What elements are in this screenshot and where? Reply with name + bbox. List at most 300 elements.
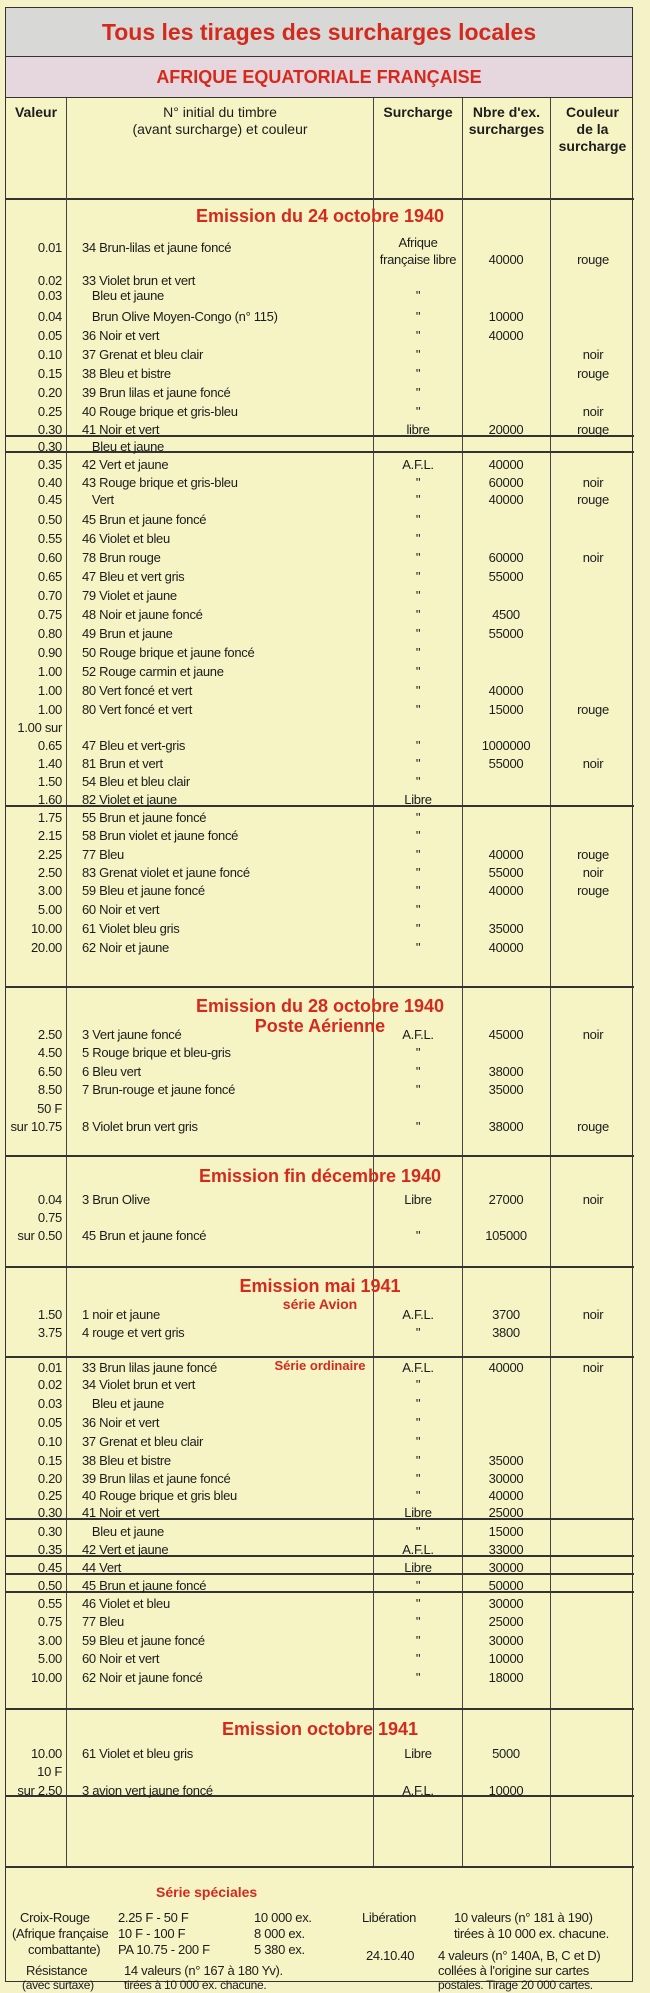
surcharge-cell: "	[415, 828, 421, 843]
timbre-cell: 46 Violet et bleu	[82, 1596, 170, 1611]
column-divider-4	[550, 98, 551, 1868]
nbre-cell: 40000	[488, 1360, 524, 1375]
valeur-cell: 0.20	[37, 385, 62, 400]
special-text: tirées à 10 000 ex. chacune.	[454, 1926, 609, 1941]
valeur-cell: sur 2.50	[17, 1783, 62, 1798]
valeur-cell: 10 F	[37, 1764, 62, 1779]
surcharge-cell: "	[415, 1453, 421, 1468]
valeur-cell: 3.00	[37, 1633, 62, 1648]
section-title: Emission octobre 1941	[221, 1719, 419, 1739]
couleur-cell: rouge	[577, 492, 609, 507]
nbre-cell: 3800	[492, 1325, 520, 1340]
header-timbre	[67, 98, 373, 198]
valeur-cell: 1.00	[37, 664, 62, 679]
nbre-cell: 55000	[488, 756, 524, 771]
timbre-cell: Brun Olive Moyen-Congo (n° 115)	[82, 309, 278, 324]
couleur-cell: rouge	[577, 702, 609, 717]
couleur-cell: noir	[582, 1027, 604, 1042]
timbre-cell: Bleu et jaune	[82, 288, 164, 303]
valeur-cell: 0.90	[37, 645, 62, 660]
surcharge-cell: "	[415, 1614, 421, 1629]
timbre-cell: 58 Brun violet et jaune foncé	[82, 828, 239, 843]
couleur-cell: noir	[582, 865, 604, 880]
timbre-cell: 34 Brun-lilas et jaune foncé	[82, 240, 232, 255]
surcharge-cell: "	[415, 288, 421, 303]
surcharge-cell: "	[415, 702, 421, 717]
valeur-cell: 0.01	[37, 1360, 62, 1375]
surcharge-cell: "	[415, 607, 421, 622]
valeur-cell: 0.10	[37, 347, 62, 362]
surcharge-cell: Libre	[404, 1746, 432, 1761]
surcharge-cell: "	[415, 1471, 421, 1486]
valeur-cell: 10.00	[30, 1670, 62, 1685]
nbre-cell: 55000	[488, 626, 524, 641]
header-couleur-line3: surcharge	[558, 138, 627, 154]
nbre-cell: 35000	[488, 921, 524, 936]
timbre-cell: 45 Brun et jaune foncé	[82, 512, 207, 527]
timbre-cell: 4 rouge et vert gris	[82, 1325, 185, 1340]
timbre-cell: 38 Bleu et bistre	[82, 366, 171, 381]
timbre-cell: 49 Brun et jaune	[82, 626, 173, 641]
timbre-cell: 41 Noir et vert	[82, 1505, 160, 1520]
surcharge-cell: "	[415, 847, 421, 862]
section-title: Emission fin décembre 1940	[198, 1166, 442, 1186]
header-couleur-line1: Couleur	[566, 104, 619, 120]
page-subtitle: AFRIQUE EQUATORIALE FRANÇAISE	[6, 57, 632, 98]
couleur-cell: noir	[582, 550, 604, 565]
nbre-cell: 40000	[488, 1488, 524, 1503]
valeur-cell: 0.20	[37, 1471, 62, 1486]
special-text: Libération	[362, 1910, 417, 1925]
nbre-cell: 40000	[488, 883, 524, 898]
couleur-cell: noir	[582, 347, 604, 362]
timbre-cell: 81 Brun et vert	[82, 756, 163, 771]
surcharge-cell: "	[415, 1434, 421, 1449]
surcharge-cell: A.F.L.	[402, 1783, 434, 1798]
surcharge-cell: "	[415, 588, 421, 603]
valeur-cell: 8.50	[37, 1082, 62, 1097]
timbre-cell: 46 Violet et bleu	[82, 531, 170, 546]
special-text: 5 380 ex.	[254, 1942, 305, 1957]
valeur-cell: 2.15	[37, 828, 62, 843]
timbre-cell: 59 Bleu et jaune foncé	[82, 883, 205, 898]
timbre-cell: 47 Bleu et vert-gris	[82, 738, 186, 753]
nbre-cell: 55000	[488, 865, 524, 880]
nbre-cell: 5000	[492, 1746, 520, 1761]
valeur-cell: 1.60	[37, 792, 62, 807]
nbre-cell: 30000	[488, 1596, 524, 1611]
special-text: 14 valeurs (n° 167 à 180 Yv).	[124, 1963, 283, 1978]
surcharge-cell: "	[415, 1596, 421, 1611]
valeur-cell: 1.75	[37, 810, 62, 825]
nbre-cell: 3700	[492, 1307, 520, 1322]
valeur-cell: 2.50	[37, 1027, 62, 1042]
surcharge-cell: Libre	[404, 1560, 432, 1575]
nbre-cell: 30000	[488, 1471, 524, 1486]
nbre-cell: 50000	[488, 1578, 524, 1593]
surcharge-cell: "	[415, 1082, 421, 1097]
couleur-cell: rouge	[577, 252, 609, 267]
timbre-cell: 61 Violet et bleu gris	[82, 1746, 193, 1761]
timbre-cell: 7 Brun-rouge et jaune foncé	[82, 1082, 236, 1097]
nbre-cell: 33000	[488, 1542, 524, 1557]
timbre-cell: 55 Brun et jaune foncé	[82, 810, 207, 825]
surcharge-cell: "	[415, 664, 421, 679]
column-divider-1	[66, 98, 67, 1868]
header-surcharge: Surcharge	[383, 104, 453, 120]
valeur-cell: 10.00	[30, 1746, 62, 1761]
nbre-cell: 40000	[488, 328, 524, 343]
couleur-cell: noir	[582, 475, 604, 490]
nbre-cell: 10000	[488, 309, 524, 324]
valeur-cell: 0.04	[37, 1192, 62, 1207]
page-title: Tous les tirages des surcharges locales	[6, 8, 632, 57]
valeur-cell: sur 0.50	[17, 1228, 62, 1243]
nbre-cell: 38000	[488, 1119, 524, 1134]
timbre-cell: 41 Noir et vert	[82, 422, 160, 437]
timbre-cell: Vert	[82, 492, 114, 507]
timbre-cell: 61 Violet bleu gris	[82, 921, 180, 936]
surcharge-cell: "	[415, 883, 421, 898]
timbre-cell: 33 Violet brun et vert	[82, 273, 196, 288]
valeur-cell: 0.35	[37, 1542, 62, 1557]
special-text: combattante)	[28, 1942, 101, 1957]
nbre-cell: 45000	[488, 1027, 524, 1042]
surcharge-cell: "	[415, 1377, 421, 1392]
special-text: collées à l'origine sur cartes	[438, 1963, 589, 1978]
nbre-cell: 40000	[488, 457, 524, 472]
timbre-cell: 43 Rouge brique et gris-bleu	[82, 475, 238, 490]
valeur-cell: 0.60	[37, 550, 62, 565]
nbre-cell: 35000	[488, 1453, 524, 1468]
timbre-cell: 3 Brun Olive	[82, 1192, 150, 1207]
nbre-cell: 40000	[488, 252, 524, 267]
timbre-cell: 78 Brun rouge	[82, 550, 161, 565]
section-title: Emission du 24 octobre 1940	[195, 206, 445, 226]
surcharge-cell: "	[415, 1045, 421, 1060]
valeur-cell: 0.30	[37, 439, 62, 454]
surcharge-cell: "	[415, 328, 421, 343]
surcharge-cell: "	[415, 309, 421, 324]
valeur-cell: 0.65	[37, 738, 62, 753]
header-timbre-line1: N° initial du timbre	[163, 104, 277, 120]
valeur-cell: 0.50	[37, 1578, 62, 1593]
valeur-cell: 0.45	[37, 1560, 62, 1575]
nbre-cell: 4500	[492, 607, 520, 622]
valeur-cell: 0.75	[37, 1210, 62, 1225]
timbre-cell: 38 Bleu et bistre	[82, 1453, 171, 1468]
nbre-cell: 38000	[488, 1064, 524, 1079]
timbre-cell: 39 Brun lilas et jaune foncé	[82, 385, 231, 400]
nbre-cell: 105000	[485, 1228, 527, 1243]
timbre-cell: 77 Bleu	[82, 1614, 124, 1629]
valeur-cell: 0.75	[37, 1614, 62, 1629]
surcharge-cell: A.F.L.	[402, 457, 434, 472]
valeur-cell: 4.50	[37, 1045, 62, 1060]
surcharge-cell: Libre	[404, 792, 432, 807]
special-text: Résistance	[26, 1963, 88, 1978]
nbre-cell: 40000	[488, 940, 524, 955]
timbre-cell: 42 Vert et jaune	[82, 1542, 169, 1557]
valeur-cell: 5.00	[37, 1651, 62, 1666]
nbre-cell: 30000	[488, 1560, 524, 1575]
valeur-cell: 0.50	[37, 512, 62, 527]
couleur-cell: rouge	[577, 847, 609, 862]
timbre-cell: 45 Brun et jaune foncé	[82, 1228, 207, 1243]
nbre-cell: 55000	[488, 569, 524, 584]
surcharge-cell: "	[415, 1119, 421, 1134]
couleur-cell: rouge	[577, 1119, 609, 1134]
section-subtitle: série Avion	[282, 1296, 358, 1312]
surcharge-cell: "	[415, 385, 421, 400]
timbre-cell: 40 Rouge brique et gris-bleu	[82, 404, 238, 419]
surcharge-cell: "	[415, 626, 421, 641]
nbre-cell: 20000	[488, 422, 524, 437]
couleur-cell: noir	[582, 756, 604, 771]
timbre-cell: 33 Brun lilas jaune foncé	[82, 1360, 217, 1375]
surcharge-cell: "	[415, 1578, 421, 1593]
couleur-cell: rouge	[577, 422, 609, 437]
valeur-cell: 1.40	[37, 756, 62, 771]
couleur-cell: rouge	[577, 883, 609, 898]
valeur-cell: 0.40	[37, 475, 62, 490]
valeur-cell: 0.30	[37, 1524, 62, 1539]
nbre-cell: 1000000	[481, 738, 531, 753]
special-text: 2.25 F - 50 F	[118, 1910, 189, 1925]
valeur-cell: sur 10.75	[10, 1119, 62, 1134]
header-couleur	[551, 98, 634, 198]
valeur-cell: 0.80	[37, 626, 62, 641]
timbre-cell: 44 Vert	[82, 1560, 122, 1575]
valeur-cell: 20.00	[30, 940, 62, 955]
surcharge-cell: Libre	[404, 1505, 432, 1520]
timbre-cell: 47 Bleu et vert gris	[82, 569, 185, 584]
nbre-cell: 30000	[488, 1633, 524, 1648]
nbre-cell: 25000	[488, 1614, 524, 1629]
nbre-cell: 18000	[488, 1670, 524, 1685]
valeur-cell: 0.25	[37, 1488, 62, 1503]
valeur-cell: 0.02	[37, 1377, 62, 1392]
special-text: (Afrique française	[12, 1926, 109, 1941]
valeur-cell: 0.55	[37, 1596, 62, 1611]
surcharge-cell: "	[415, 512, 421, 527]
timbre-cell: 77 Bleu	[82, 847, 124, 862]
timbre-cell: 8 Violet brun vert gris	[82, 1119, 198, 1134]
nbre-cell: 27000	[488, 1192, 524, 1207]
valeur-cell: 1.50	[37, 774, 62, 789]
timbre-cell: 3 Vert jaune foncé	[82, 1027, 182, 1042]
surcharge-cell: "	[415, 492, 421, 507]
timbre-cell: 39 Brun lilas et jaune foncé	[82, 1471, 231, 1486]
timbre-cell: 6 Bleu vert	[82, 1064, 141, 1079]
timbre-cell: 59 Bleu et jaune foncé	[82, 1633, 205, 1648]
surcharge-cell: "	[415, 1633, 421, 1648]
section-divider	[6, 1266, 634, 1268]
nbre-cell: 10000	[488, 1651, 524, 1666]
surcharge-cell: "	[415, 810, 421, 825]
surcharge-cell: A.F.L.	[402, 1027, 434, 1042]
section-title: Emission mai 1941	[239, 1276, 401, 1296]
surcharge-cell: Libre	[404, 1192, 432, 1207]
header-nbre	[463, 98, 550, 198]
section-subtitle: Série ordinaire	[274, 1358, 366, 1373]
valeur-cell: 1.00 sur	[17, 720, 62, 735]
special-text: (avec surtaxe)	[22, 1978, 94, 1992]
timbre-cell: 62 Noir et jaune foncé	[82, 1670, 203, 1685]
timbre-cell: 1 noir et jaune	[82, 1307, 160, 1322]
surcharge-cell: "	[415, 1228, 421, 1243]
surcharge-cell: A.F.L.	[402, 1542, 434, 1557]
timbre-cell: 54 Bleu et bleu clair	[82, 774, 190, 789]
surcharge-cell: "	[415, 550, 421, 565]
section-divider	[6, 986, 634, 988]
section-divider	[6, 1708, 634, 1710]
nbre-cell: 40000	[488, 683, 524, 698]
special-text: 8 000 ex.	[254, 1926, 305, 1941]
timbre-cell: 80 Vert foncé et vert	[82, 702, 193, 717]
valeur-cell: 0.35	[37, 457, 62, 472]
valeur-cell: 0.01	[37, 240, 62, 255]
surcharge-cell: "	[415, 366, 421, 381]
couleur-cell: noir	[582, 1307, 604, 1322]
valeur-cell: 2.50	[37, 865, 62, 880]
valeur-cell: 0.45	[37, 492, 62, 507]
surcharge-cell: "	[415, 865, 421, 880]
section-title: Emission du 28 octobre 1940	[195, 996, 445, 1016]
valeur-cell: 0.25	[37, 404, 62, 419]
timbre-cell: Bleu et jaune	[82, 1524, 164, 1539]
surcharge-cell: "	[415, 347, 421, 362]
header-valeur: Valeur	[14, 104, 58, 120]
surcharge-cell: "	[415, 1064, 421, 1079]
timbre-cell: 45 Brun et jaune foncé	[82, 1578, 207, 1593]
valeur-cell: 6.50	[37, 1064, 62, 1079]
valeur-cell: 1.00	[37, 683, 62, 698]
surcharge-cell: libre	[406, 422, 430, 437]
surcharge-cell: "	[415, 756, 421, 771]
timbre-cell: 80 Vert foncé et vert	[82, 683, 193, 698]
nbre-cell: 15000	[488, 702, 524, 717]
valeur-cell: 10.00	[30, 921, 62, 936]
valeur-cell: 2.25	[37, 847, 62, 862]
surcharge-cell: "	[415, 1325, 421, 1340]
nbre-cell: 35000	[488, 1082, 524, 1097]
header-divider	[6, 198, 634, 200]
couleur-cell: noir	[582, 404, 604, 419]
timbre-cell: 83 Grenat violet et jaune foncé	[82, 865, 250, 880]
valeur-cell: 1.00	[37, 702, 62, 717]
table-bottom	[6, 1866, 634, 1868]
valeur-cell: 0.15	[37, 1453, 62, 1468]
valeur-cell: 1.50	[37, 1307, 62, 1322]
couleur-cell: noir	[582, 1360, 604, 1375]
surcharge-cell: "	[415, 902, 421, 917]
surcharge-cell: "	[415, 404, 421, 419]
valeur-cell: 0.10	[37, 1434, 62, 1449]
timbre-cell: 37 Grenat et bleu clair	[82, 1434, 204, 1449]
special-text: 24.10.40	[366, 1948, 415, 1963]
special-text: PA 10.75 - 200 F	[118, 1942, 210, 1957]
surcharge-cell: "	[415, 774, 421, 789]
couleur-cell: noir	[582, 1192, 604, 1207]
timbre-cell: 79 Violet et jaune	[82, 588, 177, 603]
timbre-cell: 5 Rouge brique et bleu-gris	[82, 1045, 231, 1060]
timbre-cell: 48 Noir et jaune foncé	[82, 607, 203, 622]
surcharge-cell: française libre	[379, 252, 457, 267]
surcharge-cell: "	[415, 1670, 421, 1685]
timbre-cell: 82 Violet et jaune	[82, 792, 177, 807]
valeur-cell: 0.30	[37, 422, 62, 437]
valeur-cell: 3.75	[37, 1325, 62, 1340]
nbre-cell: 15000	[488, 1524, 524, 1539]
surcharge-cell: A.F.L.	[402, 1360, 434, 1375]
header-couleur-line2: de la	[576, 121, 609, 137]
valeur-cell: 0.03	[37, 288, 62, 303]
surcharge-cell: "	[415, 921, 421, 936]
nbre-cell: 40000	[488, 492, 524, 507]
surcharge-cell: "	[415, 645, 421, 660]
timbre-cell: 36 Noir et vert	[82, 1415, 160, 1430]
timbre-cell: Bleu et jaune	[82, 439, 164, 454]
timbre-cell: 60 Noir et vert	[82, 902, 160, 917]
valeur-cell: 0.55	[37, 531, 62, 546]
nbre-cell: 25000	[488, 1505, 524, 1520]
surcharge-cell: "	[415, 683, 421, 698]
valeur-cell: 50 F	[37, 1101, 62, 1116]
timbre-cell: 62 Noir et jaune	[82, 940, 169, 955]
special-title: Série spéciales	[156, 1884, 258, 1900]
valeur-cell: 5.00	[37, 902, 62, 917]
timbre-cell: 40 Rouge brique et gris bleu	[82, 1488, 237, 1503]
couleur-cell: rouge	[577, 366, 609, 381]
valeur-cell: 0.04	[37, 309, 62, 324]
special-text: Croix-Rouge	[20, 1910, 90, 1925]
surcharge-cell: "	[415, 475, 421, 490]
surcharge-cell: "	[415, 1415, 421, 1430]
valeur-cell: 0.05	[37, 328, 62, 343]
surcharge-cell: "	[415, 1524, 421, 1539]
valeur-cell: 0.30	[37, 1505, 62, 1520]
special-text: 4 valeurs (n° 140A, B, C et D)	[438, 1948, 601, 1963]
header-nbre-line1: Nbre d'ex.	[472, 104, 541, 120]
nbre-cell: 60000	[488, 475, 524, 490]
valeur-cell: 0.03	[37, 1396, 62, 1411]
timbre-cell: 36 Noir et vert	[82, 328, 160, 343]
surcharge-cell: "	[415, 738, 421, 753]
special-text: 10 valeurs (n° 181 à 190)	[454, 1910, 593, 1925]
document-sheet	[5, 7, 633, 1992]
timbre-cell: 3 avion vert jaune foncé	[82, 1783, 213, 1798]
timbre-cell: 60 Noir et vert	[82, 1651, 160, 1666]
valeur-cell: 0.65	[37, 569, 62, 584]
surcharge-cell: "	[415, 940, 421, 955]
surcharge-cell: "	[415, 1651, 421, 1666]
valeur-cell: 0.70	[37, 588, 62, 603]
special-text: 10 000 ex.	[254, 1910, 312, 1925]
timbre-cell: 50 Rouge brique et jaune foncé	[82, 645, 255, 660]
valeur-cell: 0.75	[37, 607, 62, 622]
section-subtitle: Poste Aérienne	[254, 1016, 386, 1036]
nbre-cell: 60000	[488, 550, 524, 565]
header-nbre-line2: surcharges	[468, 121, 545, 137]
timbre-cell: 34 Violet brun et vert	[82, 1377, 196, 1392]
timbre-cell: 52 Rouge carmin et jaune	[82, 664, 224, 679]
special-text: 10 F - 100 F	[118, 1926, 186, 1941]
surcharge-cell: "	[415, 1396, 421, 1411]
surcharge-cell: "	[415, 531, 421, 546]
header-timbre-line2: (avant surcharge) et couleur	[132, 121, 308, 137]
timbre-cell: 42 Vert et jaune	[82, 457, 169, 472]
